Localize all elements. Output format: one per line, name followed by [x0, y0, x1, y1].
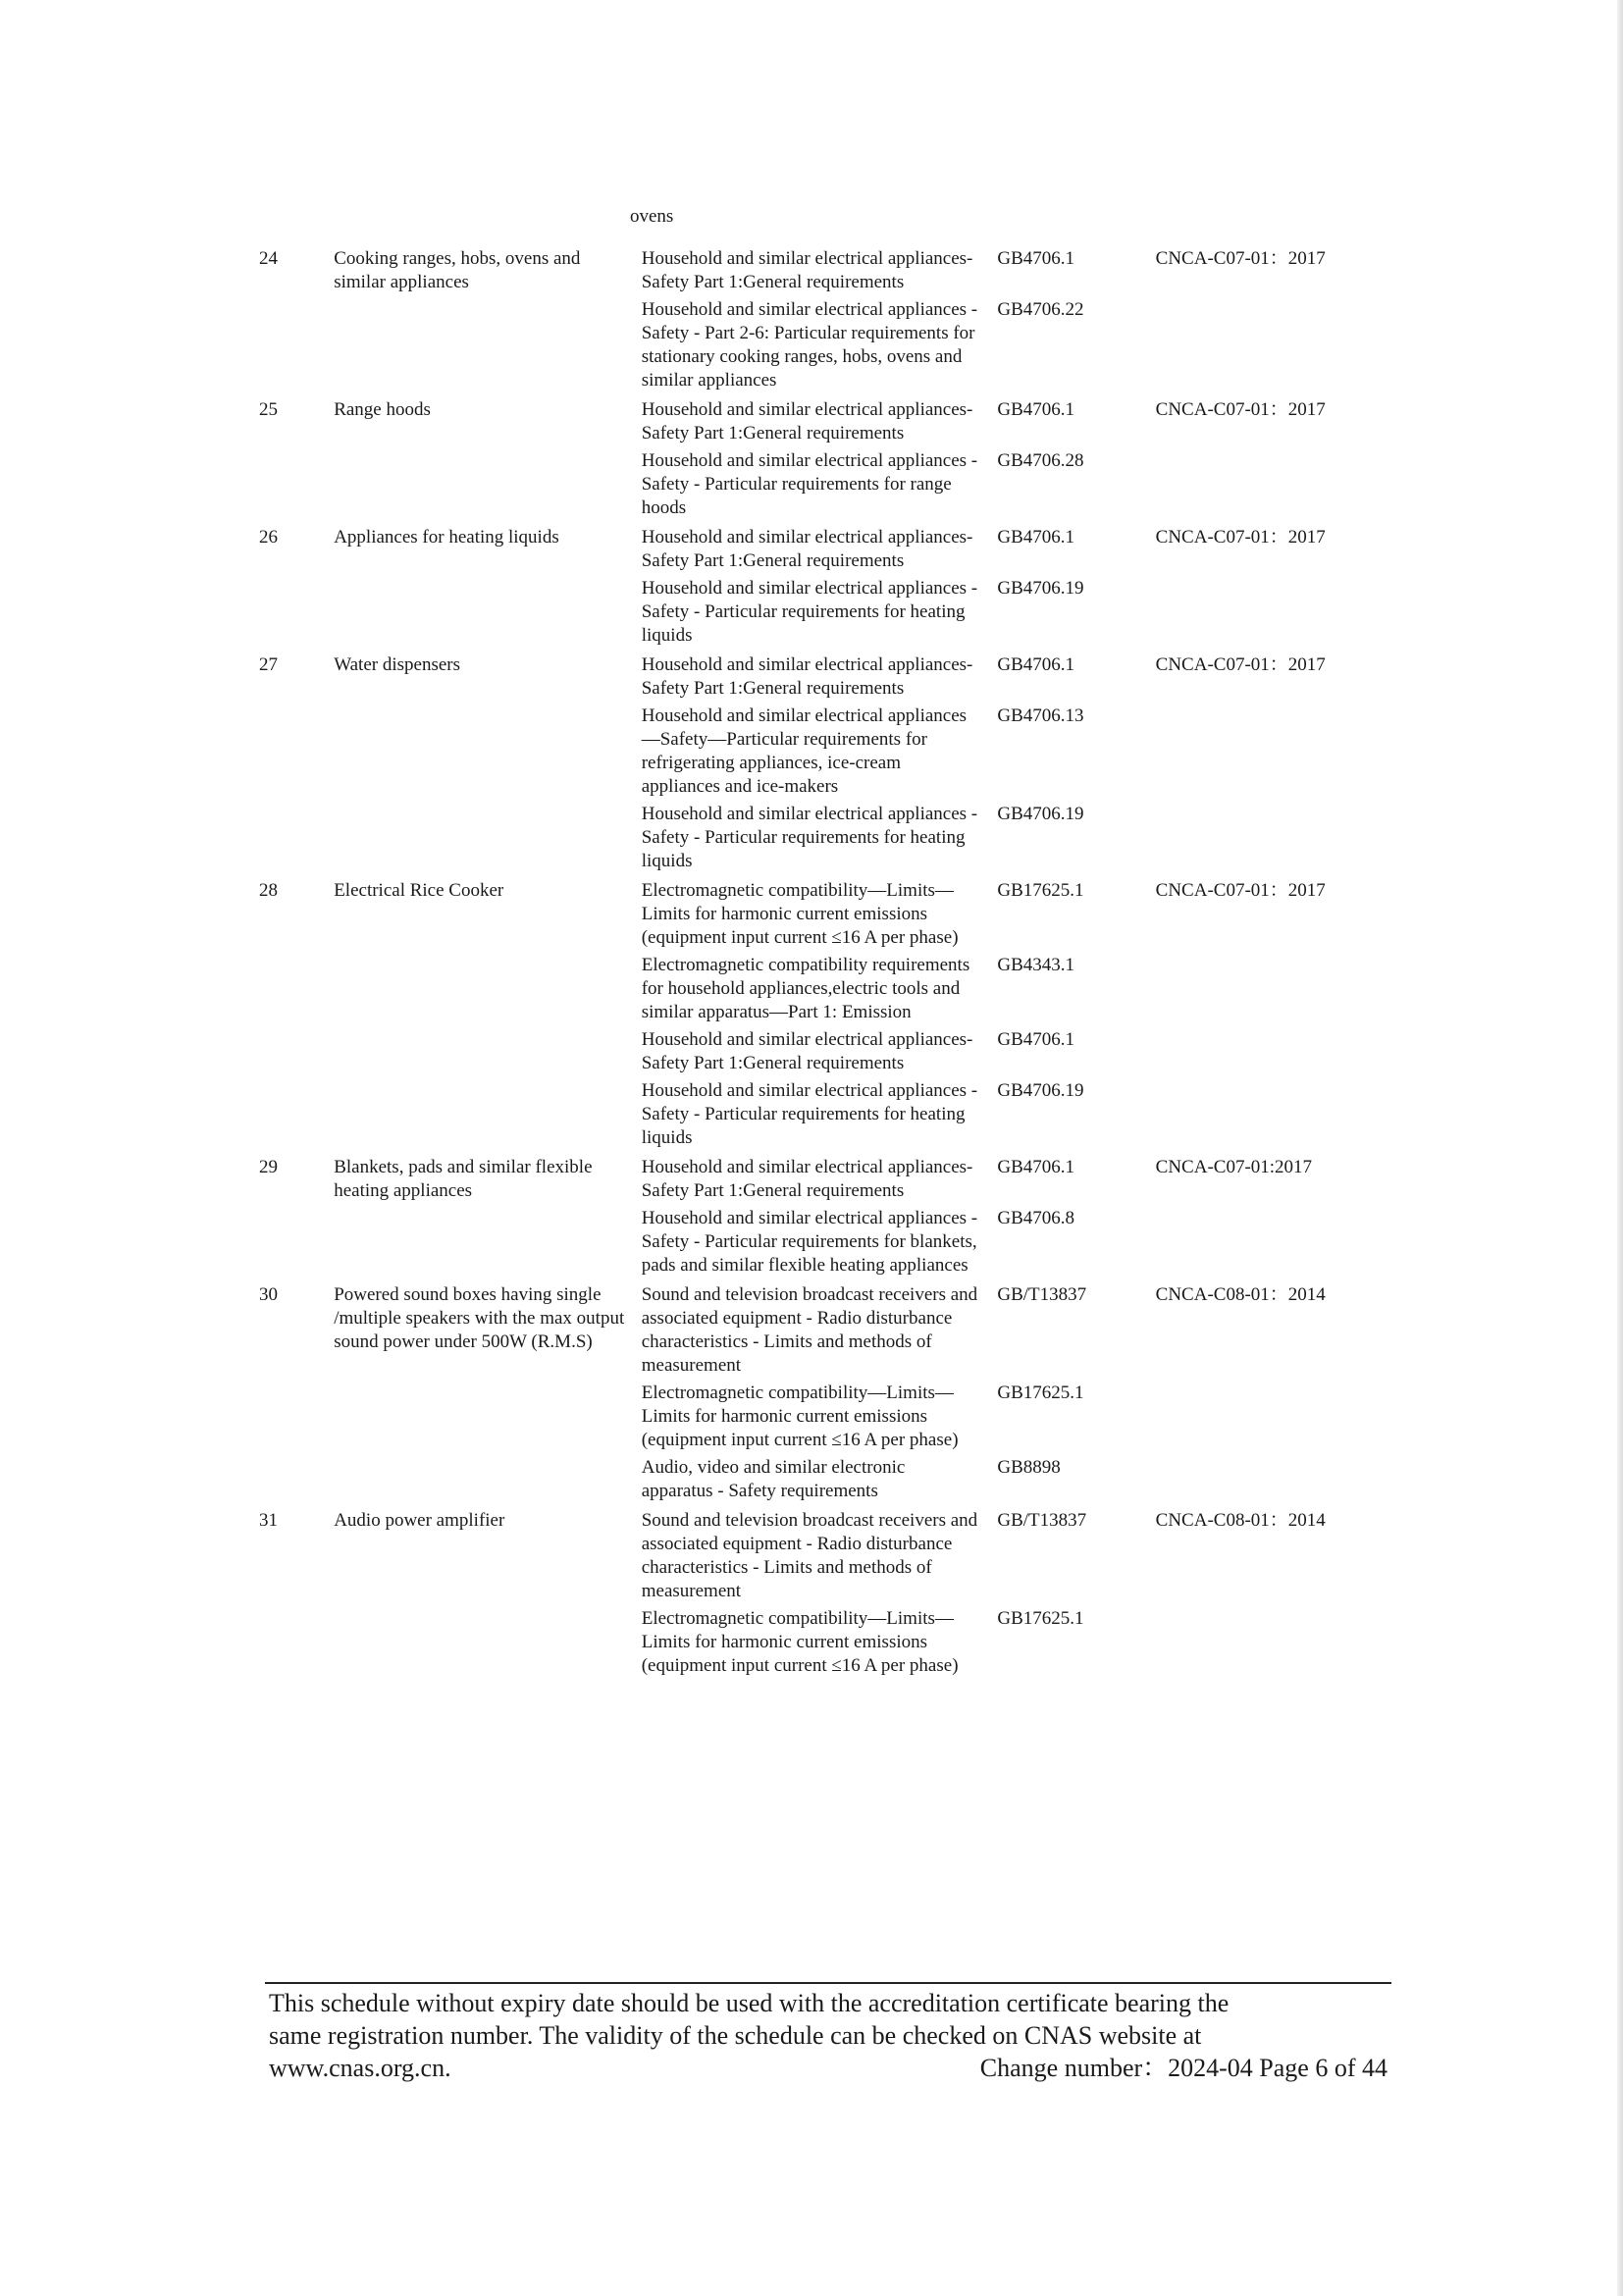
- standard-name-text: Household and similar electrical appliances-Safety Part 1:General requirements: [641, 654, 973, 699]
- standard-name-text: Household and similar electrical appliances - Safety - Particular requirements for heating liquids: [641, 804, 978, 871]
- certification-rule: [1156, 1028, 1389, 1079]
- product-name: Range hoods: [334, 399, 431, 420]
- schedule-table: [241, 245, 1389, 1682]
- product-name: Blankets, pads and similar flexible heating appliances: [334, 1157, 593, 1201]
- standard-code: GB4706.1: [997, 399, 1074, 420]
- item-number: [241, 577, 334, 652]
- table-row: [241, 1456, 1389, 1507]
- certification-rule: CNCA-C08-01：2014: [1155, 1510, 1326, 1531]
- standard-name: [642, 954, 998, 1028]
- product-name: [334, 954, 642, 1028]
- table-row: [241, 1382, 1389, 1456]
- product-name: Cooking ranges, hobs, ovens and similar appliances: [334, 248, 581, 292]
- standard-code: GB4706.19: [997, 578, 1084, 599]
- certification-rule: [1156, 1079, 1389, 1154]
- table-row: [241, 1207, 1389, 1281]
- certification-rule: CNCA-C07-01：2017: [1155, 880, 1326, 901]
- standard-code: GB4706.1: [997, 527, 1074, 548]
- standard-name: [642, 1507, 998, 1607]
- scan-edge: [1617, 0, 1623, 2296]
- standard-name: [642, 803, 998, 877]
- certification-rule: CNCA-C07-01：2017: [1155, 248, 1326, 269]
- standard-name-text: Electromagnetic compatibility requirements for household appliances,electric tools and similar apparatus—Part 1: Emission: [641, 955, 970, 1022]
- standard-name: [642, 449, 998, 524]
- certification-rule: [1156, 1207, 1389, 1281]
- item-number: [241, 803, 334, 877]
- product-name: [334, 1028, 642, 1079]
- product-name: Audio power amplifier: [334, 1510, 505, 1531]
- product-name: [334, 1607, 642, 1682]
- standard-name-text: Household and similar electrical appliances-Safety Part 1:General requirements: [641, 399, 973, 444]
- standard-name: [642, 652, 998, 704]
- standard-code: GB4343.1: [997, 955, 1074, 975]
- standard-code: GB4706.19: [997, 1080, 1084, 1101]
- certification-rule: CNCA-C08-01：2014: [1155, 1284, 1326, 1305]
- standard-name: [642, 298, 998, 396]
- standard-name: [642, 245, 998, 298]
- certification-rule: [1156, 298, 1389, 396]
- table-row: [241, 577, 1389, 652]
- standard-name-text: Household and similar electrical appliances-Safety Part 1:General requirements: [641, 248, 973, 292]
- product-name: [334, 803, 642, 877]
- standard-name-text: Household and similar electrical appliances-Safety Part 1:General requirements: [641, 527, 973, 571]
- product-name: [334, 298, 642, 396]
- standard-code: GB4706.1: [997, 248, 1074, 269]
- standard-name-text: Household and similar electrical appliances-Safety Part 1:General requirements: [641, 1157, 973, 1201]
- standard-name: [642, 396, 998, 449]
- standard-code: GB4706.28: [997, 450, 1084, 471]
- footer-website: www.cnas.org.cn.: [269, 2054, 451, 2082]
- standard-name-text: Audio, video and similar electronic apparatus - Safety requirements: [641, 1457, 906, 1501]
- standard-name-text: Household and similar electrical appliances—Safety—Particular requirements for refrigerating appliances, ice-cream appliances and ice-makers: [641, 705, 968, 797]
- standard-name-text: Household and similar electrical appliances - Safety - Particular requirements for heating liquids: [641, 1080, 978, 1148]
- standard-code: GB4706.22: [997, 299, 1084, 320]
- standard-name: [642, 1207, 998, 1281]
- standard-code: GB4706.8: [997, 1208, 1074, 1228]
- standard-name: [642, 704, 998, 803]
- footer-line-2: same registration number. The validity of the schedule can be checked on CNAS website at: [269, 2021, 1202, 2050]
- table-row: [241, 704, 1389, 803]
- item-number: [241, 1028, 334, 1079]
- item-number: 29: [259, 1157, 278, 1177]
- standard-name: [642, 1456, 998, 1507]
- item-number: 26: [259, 527, 278, 548]
- table-row: [241, 1507, 1389, 1607]
- certification-rule: [1156, 1382, 1389, 1456]
- product-name: [334, 1382, 642, 1456]
- product-name: [334, 449, 642, 524]
- standard-name-text: Sound and television broadcast receivers and associated equipment - Radio disturbance characteristics - Limits and methods of measurement: [641, 1284, 978, 1376]
- carry-over-text: ovens: [630, 206, 674, 227]
- standard-name-text: Household and similar electrical appliances - Safety - Particular requirements for range hoods: [641, 450, 978, 518]
- table-row: [241, 449, 1389, 524]
- table-row: [241, 1028, 1389, 1079]
- standard-name: [642, 577, 998, 652]
- standard-code: GB/T13837: [997, 1510, 1087, 1531]
- standard-name-text: Household and similar electrical appliances - Safety - Part 2-6: Particular requirements for stationary cooking ranges, hobs, ovens and similar appliances: [641, 299, 978, 391]
- standard-name-text: Household and similar electrical appliances - Safety - Particular requirements for blankets, pads and similar flexible heating appliances: [641, 1208, 978, 1276]
- certification-rule: [1156, 954, 1389, 1028]
- standard-name: [642, 524, 998, 577]
- item-number: [241, 1607, 334, 1682]
- standard-code: GB17625.1: [997, 880, 1084, 901]
- item-number: 30: [259, 1284, 278, 1305]
- item-number: [241, 704, 334, 803]
- item-number: [241, 1456, 334, 1507]
- item-number: 31: [259, 1510, 278, 1531]
- item-number: [241, 449, 334, 524]
- item-number: [241, 954, 334, 1028]
- standard-code: GB17625.1: [997, 1608, 1084, 1629]
- product-name: Appliances for heating liquids: [334, 527, 559, 548]
- table-row: [241, 1281, 1389, 1382]
- table-row: [241, 1154, 1389, 1207]
- standard-name: [642, 1281, 998, 1382]
- standard-name-text: Sound and television broadcast receivers and associated equipment - Radio disturbance characteristics - Limits and methods of measurement: [641, 1510, 978, 1601]
- product-name: Powered sound boxes having single /multiple speakers with the max output sound power under 500W (R.M.S): [334, 1284, 625, 1352]
- item-number: 24: [259, 248, 278, 269]
- standard-code: GB17625.1: [997, 1383, 1084, 1403]
- product-name: [334, 577, 642, 652]
- item-number: 28: [259, 880, 278, 901]
- certification-rule: [1156, 704, 1389, 803]
- item-number: [241, 1382, 334, 1456]
- certification-rule: CNCA-C07-01:2017: [1155, 1157, 1313, 1177]
- standard-code: GB4706.1: [997, 1157, 1074, 1177]
- standard-name-text: Electromagnetic compatibility—Limits—Limits for harmonic current emissions (equipment input current ≤16 A per phase): [641, 1608, 959, 1676]
- certification-rule: [1156, 1607, 1389, 1682]
- standard-code: GB4706.13: [997, 705, 1084, 726]
- item-number: 27: [259, 654, 278, 675]
- standard-code: GB/T13837: [997, 1284, 1087, 1305]
- footer-note: [269, 1987, 1395, 2084]
- table-row: [241, 298, 1389, 396]
- standard-name-text: Household and similar electrical appliances-Safety Part 1:General requirements: [641, 1029, 973, 1073]
- schedule-table-body: [241, 245, 1389, 1682]
- certification-rule: CNCA-C07-01：2017: [1155, 654, 1326, 675]
- product-name: [334, 1079, 642, 1154]
- product-name: Water dispensers: [334, 654, 460, 675]
- table-row: [241, 803, 1389, 877]
- standard-name: [642, 1028, 998, 1079]
- item-number: 25: [259, 399, 278, 420]
- table-row: [241, 954, 1389, 1028]
- standard-code: GB4706.19: [997, 804, 1084, 824]
- product-name: [334, 1207, 642, 1281]
- standard-name: [642, 1079, 998, 1154]
- footer-line-1: This schedule without expiry date should be used with the accreditation certificate bearing the: [269, 1989, 1230, 2017]
- product-name: [334, 704, 642, 803]
- table-row: [241, 652, 1389, 704]
- footer-page-info: Change number：2024-04 Page 6 of 44: [979, 2054, 1387, 2082]
- standard-code: GB4706.1: [997, 1029, 1074, 1050]
- standard-name: [642, 1382, 998, 1456]
- item-number: [241, 1207, 334, 1281]
- certification-rule: [1156, 449, 1389, 524]
- standard-name: [642, 877, 998, 954]
- certification-rule: CNCA-C07-01：2017: [1155, 399, 1326, 420]
- product-name: Electrical Rice Cooker: [334, 880, 504, 901]
- table-row: [241, 524, 1389, 577]
- standard-code: GB4706.1: [997, 654, 1074, 675]
- table-row: [241, 1079, 1389, 1154]
- table-row: [241, 877, 1389, 954]
- standard-name: [642, 1154, 998, 1207]
- certification-rule: [1156, 1456, 1389, 1507]
- standard-code: GB8898: [997, 1457, 1061, 1478]
- certification-rule: CNCA-C07-01：2017: [1155, 527, 1326, 548]
- table-row: [241, 1607, 1389, 1682]
- standard-name-text: Electromagnetic compatibility—Limits—Limits for harmonic current emissions (equipment input current ≤16 A per phase): [641, 880, 959, 948]
- footer-line-3: [269, 2052, 1387, 2084]
- standard-name-text: Electromagnetic compatibility—Limits—Limits for harmonic current emissions (equipment input current ≤16 A per phase): [641, 1383, 959, 1450]
- footer-divider: [265, 1982, 1391, 1984]
- table-row: [241, 245, 1389, 298]
- item-number: [241, 298, 334, 396]
- product-name: [334, 1456, 642, 1507]
- certification-rule: [1156, 577, 1389, 652]
- standard-name: [642, 1607, 998, 1682]
- certification-rule: [1156, 803, 1389, 877]
- table-row: [241, 396, 1389, 449]
- item-number: [241, 1079, 334, 1154]
- standard-name-text: Household and similar electrical appliances - Safety - Particular requirements for heating liquids: [641, 578, 978, 646]
